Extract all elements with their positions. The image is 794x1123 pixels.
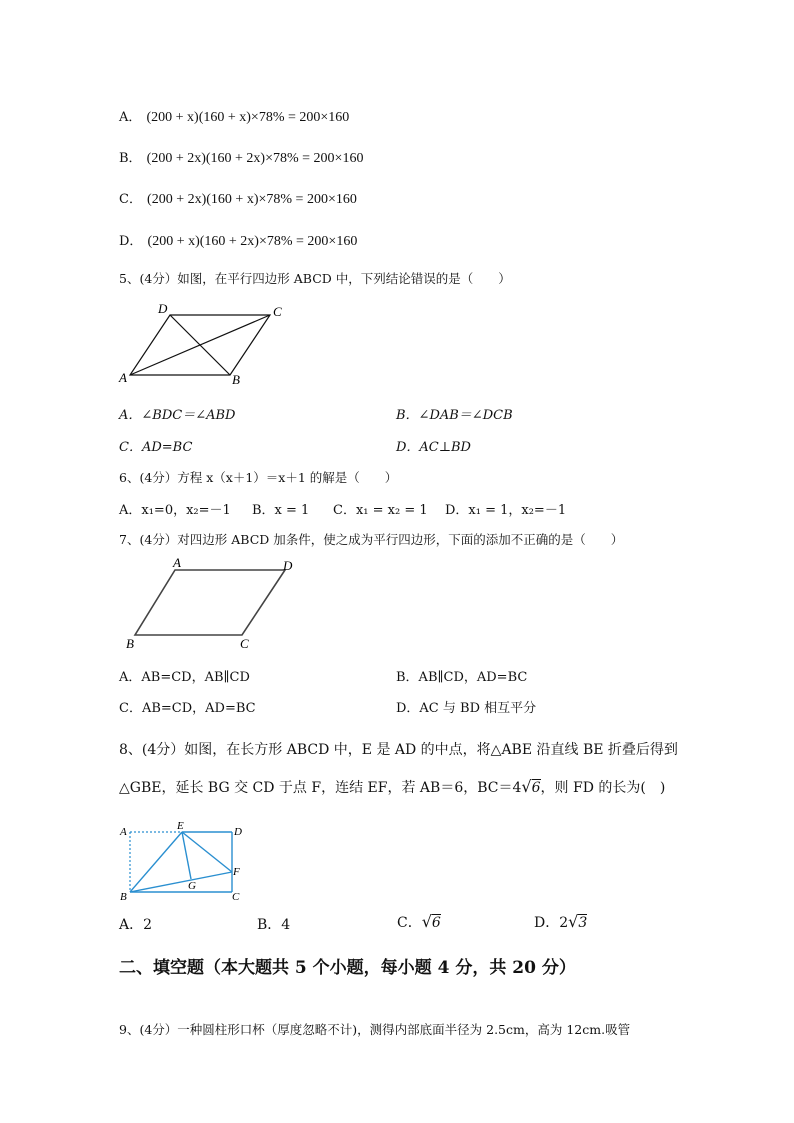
q8-option-a: A．2 <box>119 917 153 933</box>
q5-label-b: B <box>232 372 240 387</box>
q7-label-d: D <box>283 558 293 573</box>
q7-option-c: C．AB=CD，AD=BC <box>119 701 256 716</box>
radical-sign-icon: √ <box>568 912 579 931</box>
q8-option-b: B．4 <box>257 917 291 933</box>
q8-eg <box>182 832 191 879</box>
q7-option-d: D．AC 与 BD 相互平分 <box>396 701 537 716</box>
q7-quadrilateral <box>135 570 285 635</box>
q8-label-f: F <box>233 866 240 878</box>
q5-option-a: A．∠BDC＝∠ABD <box>119 408 236 423</box>
q7-option-a: A．AB=CD，AB∥CD <box>119 670 250 685</box>
q8-label-e: E <box>177 820 184 832</box>
q4-option-c: C． (200 + 2x)(160 + x)×78% = 200×160 <box>119 192 357 207</box>
q6-option-c: C．x₁ = x₂ = 1 <box>333 503 428 518</box>
q7-label-b: B <box>126 636 134 651</box>
q6-stem: 6、(4分）方程 x（x＋1）＝x＋1 的解是（ ） <box>119 470 398 485</box>
q8-option-d: D．2√3 <box>534 912 588 931</box>
q6-option-a: A．x₁=0，x₂=－1 <box>119 503 231 518</box>
q8-label-c: C <box>232 891 240 902</box>
q8-label-b: B <box>120 891 127 902</box>
q7-label-a: A <box>173 555 181 570</box>
q5-label-a: A <box>119 370 127 385</box>
q7-stem: 7、(4分）对四边形 ABCD 加条件，使之成为平行四边形，下面的添加不正确的是（ ） <box>119 532 624 547</box>
q6-option-b: B．x = 1 <box>252 503 310 518</box>
q7-quadrilateral-figure <box>120 555 310 655</box>
q8-stem-line1: 8、(4分）如图，在长方形 ABCD 中，E 是 AD 的中点，将△ABE 沿直线 BE 折叠后得到 <box>119 742 678 758</box>
q5-label-d: D <box>158 301 168 316</box>
q8-stem-line2: △GBE，延长 BG 交 CD 于点 F，连结 EF，若 AB＝6，BC＝4√6，则 FD 的长为( ) <box>119 777 666 796</box>
q7-option-b: B．AB∥CD，AD=BC <box>396 670 528 685</box>
q5-parallelogram-figure <box>115 300 295 390</box>
q5-option-d: D．AC⊥BD <box>396 440 471 455</box>
q5-option-b: B．∠DAB＝∠DCB <box>396 408 513 423</box>
radical-sign-icon: √ <box>521 777 532 796</box>
q4-option-d: D． (200 + x)(160 + 2x)×78% = 200×160 <box>119 234 358 249</box>
q8-label-d: D <box>234 826 242 838</box>
q5-option-c: C．AD=BC <box>119 440 193 455</box>
q8-rectangle-figure <box>115 820 250 902</box>
q5-label-c: C <box>273 304 282 319</box>
q8-label-g: G <box>188 880 196 892</box>
q7-label-c: C <box>240 636 249 651</box>
q8-label-a: A <box>120 826 127 838</box>
q8-option-c: C．√6 <box>397 912 441 931</box>
q8-ef <box>182 832 232 872</box>
q4-option-b: B． (200 + 2x)(160 + 2x)×78% = 200×160 <box>119 151 364 166</box>
q9-stem: 9、(4分）一种圆柱形口杯（厚度忽略不计)，测得内部底面半径为 2.5cm，高为 12cm.吸管 <box>119 1022 631 1037</box>
q5-diagonal-bd <box>170 315 230 375</box>
q5-stem: 5、(4分）如图，在平行四边形 ABCD 中，下列结论错误的是（ ） <box>119 271 511 286</box>
q4-option-a: A． (200 + x)(160 + x)×78% = 200×160 <box>119 110 350 125</box>
section-heading-fill-in: 二、填空题（本大题共 5 个小题，每小题 4 分，共 20 分） <box>119 958 576 978</box>
q6-option-d: D．x₁ = 1，x₂=－1 <box>445 503 567 518</box>
radical-sign-icon: √ <box>421 912 432 931</box>
